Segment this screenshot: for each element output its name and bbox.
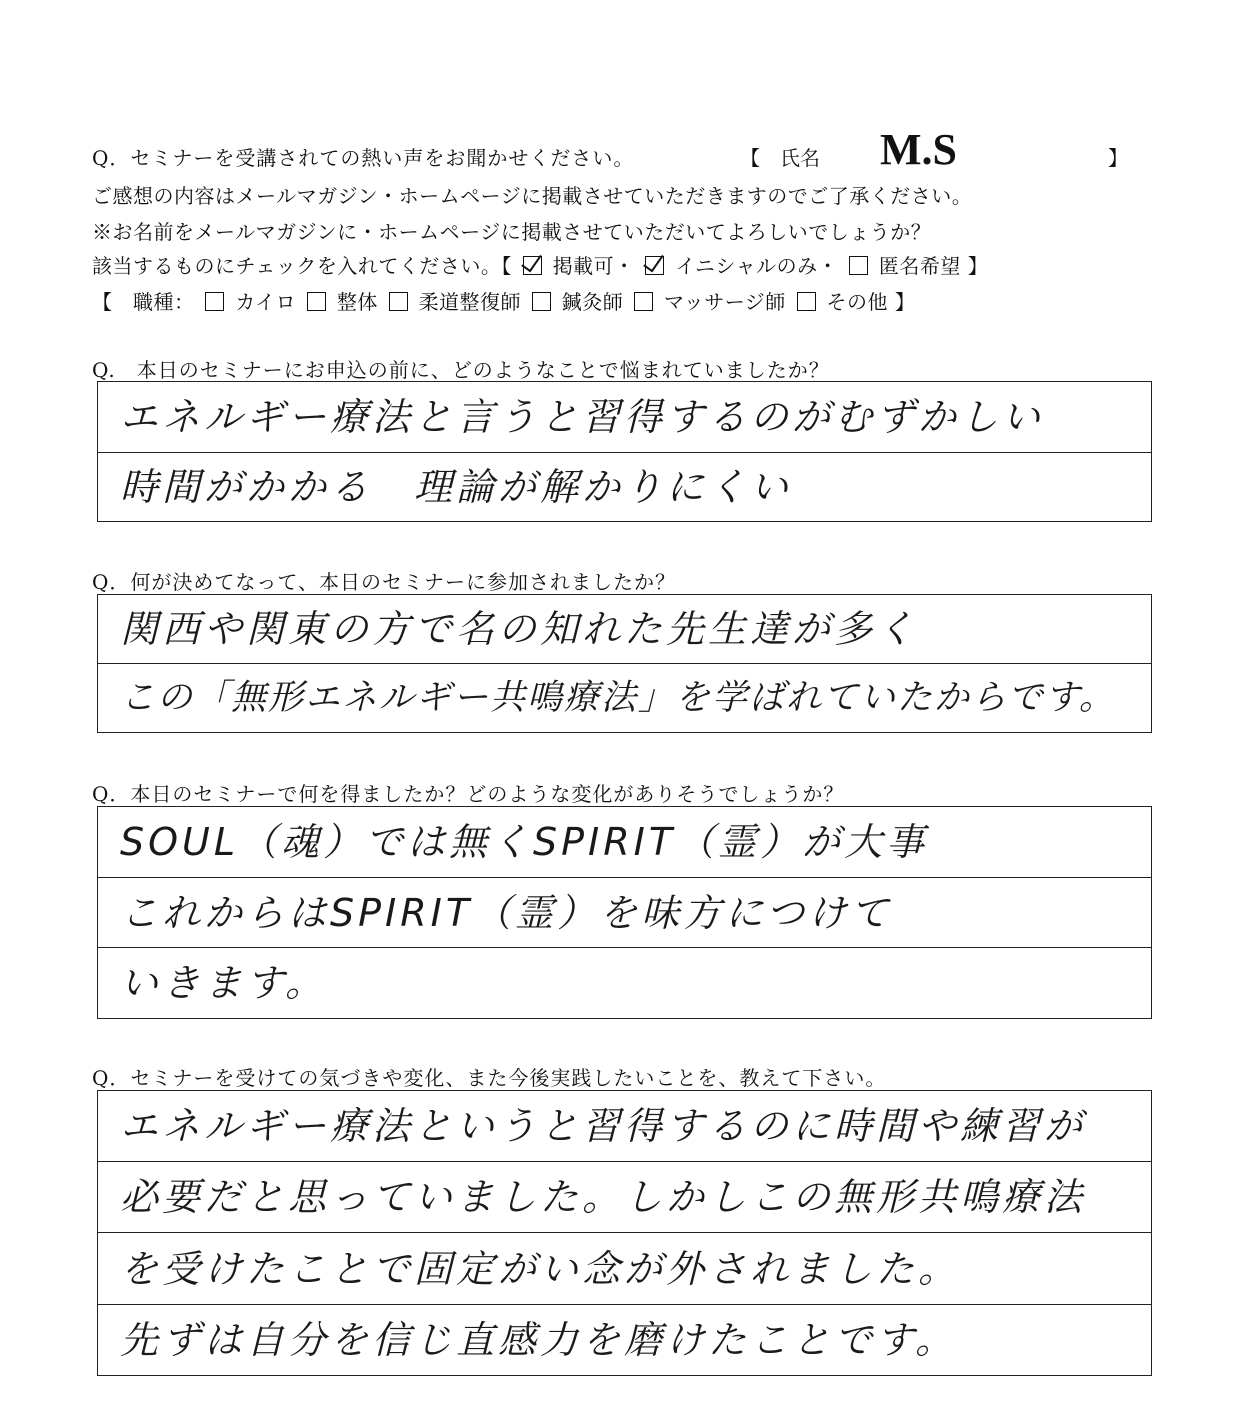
question-1-label: Q. 本日のセミナーにお申込の前に、どのようなことで悩まれていましたか？	[92, 358, 830, 382]
question-3-answer-box	[97, 806, 1152, 1019]
question-1-answer-box	[97, 381, 1152, 522]
answer-line: 時間がかかる 理論が解かりにくい	[120, 465, 793, 509]
chiro-checkbox[interactable]	[205, 292, 224, 311]
occupation-close-bracket: 】	[894, 290, 916, 314]
answer-line: 先ずは自分を信じ直感力を磨けたことです。	[120, 1318, 957, 1362]
form-title: Q．セミナーを受講されての熱い声をお聞かせください。	[92, 146, 635, 170]
anonymous-label: 匿名希望	[878, 254, 961, 278]
judo-checkbox[interactable]	[389, 292, 408, 311]
name-label: 【 氏名	[740, 146, 820, 170]
anonymous-checkbox[interactable]	[849, 256, 868, 275]
seitai-checkbox[interactable]	[307, 292, 326, 311]
answer-line: を受けたことで固定がい念が外されました。	[98, 1233, 1151, 1305]
answer-line: 必要だと思っていました。しかしこの無形共鳴療法	[98, 1162, 1151, 1233]
judo-label: 柔道整復師	[418, 290, 522, 314]
other-label: その他	[826, 290, 889, 314]
massage-label: マッサージ師	[664, 290, 786, 314]
answer-line: いきます。	[120, 961, 327, 1005]
publish-label: 掲載可・	[552, 254, 635, 278]
seitai-label: 整体	[336, 290, 378, 314]
answer-line: エネルギー療法というと習得するのに時間や練習が	[98, 1091, 1151, 1162]
initials-label: イニシャルのみ・	[675, 254, 839, 278]
answer-line: SOUL（魂）では無くSPIRIT（霊）が大事	[98, 807, 1151, 878]
answer-line: この「無形エネルギー共鳴療法」を学ばれていたからです。	[120, 678, 1116, 718]
initials-checkbox[interactable]	[645, 256, 664, 275]
chiro-label: カイロ	[235, 290, 297, 314]
occupation-label: 【 職種：	[92, 290, 195, 314]
question-2-label: Q．何が決めてなって、本日のセミナーに参加されましたか？	[92, 570, 676, 594]
notice-name-permission: ※お名前をメールマガジンに・ホームページに掲載させていただいてよろしいでしょうか？	[92, 220, 932, 244]
occupation-options	[92, 286, 915, 315]
notice-publication: ご感想の内容はメールマガジン・ホームページに掲載させていただきますのでご了承ください。	[92, 184, 973, 208]
answer-line: これからはSPIRIT（霊）を味方につけて	[98, 878, 1151, 948]
name-value: M.S	[880, 125, 957, 174]
question-3-label: Q．本日のセミナーで何を得ましたか？どのような変化がありそうでしょうか？	[92, 782, 845, 806]
massage-checkbox[interactable]	[634, 292, 653, 311]
question-2-answer-box	[97, 594, 1152, 733]
other-checkbox[interactable]	[797, 292, 816, 311]
shinkyu-checkbox[interactable]	[532, 292, 551, 311]
question-4-answer-box	[97, 1090, 1152, 1376]
check-close-bracket: 】	[967, 254, 989, 278]
name-close-bracket: 】	[1108, 146, 1128, 170]
answer-line: エネルギー療法と言うと習得するのがむずかしい	[98, 382, 1151, 453]
question-4-label: Q．セミナーを受けての気づきや変化、また今後実践したいことを、教えて下さい。	[92, 1066, 887, 1090]
answer-line: 関西や関東の方で名の知れた先生達が多く	[98, 595, 1151, 664]
publish-checkbox[interactable]	[523, 256, 542, 275]
check-prompt: 該当するものにチェックを入れてください。【	[92, 254, 512, 278]
shinkyu-label: 鍼灸師	[561, 290, 624, 314]
publication-options	[92, 250, 988, 279]
